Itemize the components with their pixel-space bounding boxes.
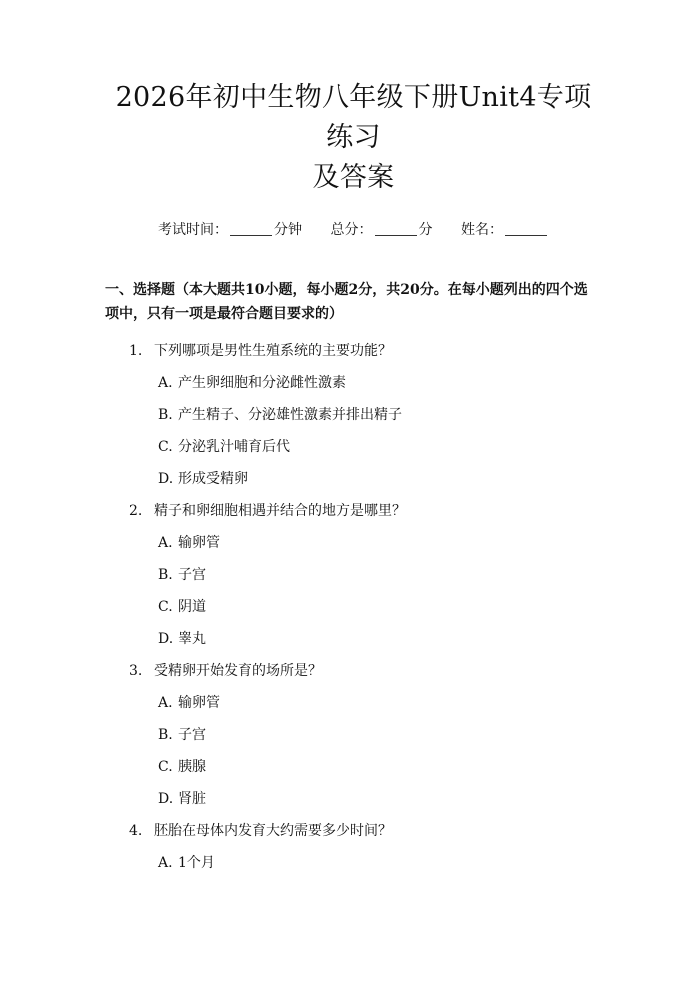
option-item (105, 431, 602, 463)
option-list (105, 687, 602, 815)
name-label: 姓名： (460, 222, 503, 238)
option-text: 分泌乳汁哺育后代 (178, 439, 290, 455)
option-text: 1个月 (178, 855, 215, 871)
option-item (105, 751, 602, 783)
score-field (331, 220, 433, 240)
option-text: 胰腺 (178, 759, 206, 775)
question-number: 3. (129, 663, 143, 679)
section-heading-line-2: 项中，只有一项是最符合题目要求的） (105, 306, 343, 322)
exam-time-unit: 分钟 (274, 222, 303, 238)
option-item (105, 623, 602, 655)
option-letter: B. (158, 727, 173, 743)
option-letter: B. (158, 567, 173, 583)
option-item (105, 719, 602, 751)
exam-time-label: 考试时间： (158, 222, 229, 238)
option-text: 子宫 (178, 727, 206, 743)
option-item (105, 463, 602, 495)
question-number: 1. (129, 343, 143, 359)
question-row (105, 656, 602, 687)
option-list (105, 367, 602, 495)
option-item (105, 527, 602, 559)
option-letter: C. (158, 439, 173, 455)
document-title (105, 78, 602, 198)
score-label: 总分： (330, 222, 373, 238)
score-unit: 分 (418, 222, 433, 238)
option-text: 阴道 (178, 599, 206, 615)
option-item (105, 847, 602, 879)
section-heading (105, 278, 602, 326)
option-item (105, 687, 602, 719)
option-text: 输卵管 (178, 535, 220, 551)
question-row (105, 496, 602, 527)
name-field (461, 220, 549, 240)
question-number: 4. (129, 823, 143, 839)
option-letter: B. (158, 407, 173, 423)
option-text: 产生卵细胞和分泌雌性激素 (178, 375, 346, 391)
question-row (105, 816, 602, 847)
option-letter: A. (158, 695, 173, 711)
section-heading-line-1: 一、选择题（本大题共10小题，每小题2分，共20分。在每小题列出的四个选 (105, 282, 588, 298)
title-line-1: 2026年初中生物八年级下册Unit4专项练习 (115, 82, 592, 153)
option-text: 形成受精卵 (178, 471, 248, 487)
option-letter: C. (158, 599, 173, 615)
question-list (105, 336, 602, 879)
option-letter: A. (158, 855, 173, 871)
option-item (105, 367, 602, 399)
question-text: 胚胎在母体内发育大约需要多少时间？ (154, 823, 392, 839)
option-item (105, 591, 602, 623)
question-text: 精子和卵细胞相遇并结合的地方是哪里？ (154, 503, 406, 519)
exam-page (0, 78, 700, 983)
score-blank (375, 221, 417, 236)
question-text: 下列哪项是男性生殖系统的主要功能？ (154, 343, 392, 359)
question-item (105, 656, 602, 815)
exam-time-field (158, 220, 302, 240)
question-item (105, 336, 602, 495)
question-text: 受精卵开始发育的场所是？ (154, 663, 322, 679)
question-item (105, 496, 602, 655)
title-line-2: 及答案 (312, 162, 395, 193)
option-letter: D. (158, 631, 174, 647)
option-item (105, 783, 602, 815)
option-text: 输卵管 (178, 695, 220, 711)
exam-time-blank (230, 221, 272, 236)
option-text: 肾脏 (178, 791, 206, 807)
question-number: 2. (129, 503, 143, 519)
name-blank (505, 221, 547, 236)
exam-info (105, 220, 602, 240)
option-letter: A. (158, 375, 173, 391)
option-item (105, 559, 602, 591)
option-item (105, 399, 602, 431)
option-letter: D. (158, 471, 174, 487)
option-list (105, 847, 602, 879)
option-letter: D. (158, 791, 174, 807)
option-list (105, 527, 602, 655)
option-letter: C. (158, 759, 173, 775)
option-letter: A. (158, 535, 173, 551)
option-text: 产生精子、分泌雄性激素并排出精子 (178, 407, 402, 423)
option-text: 睾丸 (178, 631, 206, 647)
option-text: 子宫 (178, 567, 206, 583)
question-item (105, 816, 602, 879)
question-row (105, 336, 602, 367)
